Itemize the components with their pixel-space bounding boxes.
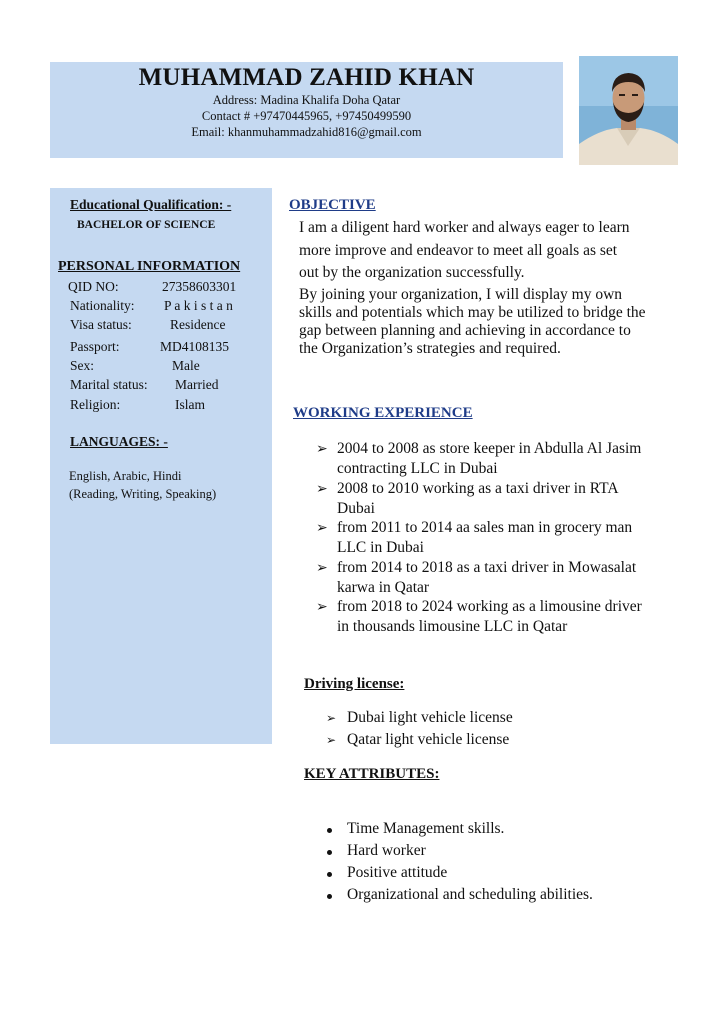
nationality-label: Nationality: [70, 298, 135, 313]
visa-status-value: Residence [170, 317, 226, 332]
nationality-value: P a k i s t a n [164, 298, 233, 313]
experience-item-line: LLC in Dubai [337, 539, 424, 556]
experience-item-line: from 2018 to 2024 working as a limousine driver [337, 598, 642, 615]
candidate-name: MUHAMMAD ZAHID KHAN [138, 64, 475, 91]
objective-para-line: skills and potentials which may be utilized to bridge the [299, 304, 646, 321]
objective-line: out by the organization successfully. [299, 264, 525, 281]
objective-para-line: the Organization’s strategies and required. [299, 340, 561, 357]
experience-item-line: in thousands limousine LLC in Qatar [337, 618, 568, 635]
experience-item-line: karwa in Qatar [337, 579, 430, 596]
objective-para-line: gap between planning and achieving in accordance to [299, 322, 631, 339]
arrow-bullet-icon: ➢ [316, 600, 328, 615]
contact-line: Contact # +97470445965, +97450499590 [201, 109, 412, 123]
sex-label: Sex: [70, 358, 95, 373]
marital-status-value: Married [175, 377, 219, 392]
arrow-bullet-icon: ➢ [316, 482, 328, 497]
dot-bullet-icon [327, 850, 332, 855]
attribute-item: Organizational and scheduling abilities. [347, 886, 593, 903]
languages-list: English, Arabic, Hindi [69, 469, 182, 483]
sidebar-panel [50, 188, 272, 744]
profile-photo [579, 56, 678, 165]
experience-item-line: 2008 to 2010 working as a taxi driver in RTA [337, 480, 619, 497]
experience-item-line: 2004 to 2008 as store keeper in Abdulla Al Jasim [337, 440, 642, 457]
experience-heading: WORKING EXPERIENCE [293, 405, 473, 421]
education-heading: Educational Qualification: - [70, 197, 232, 212]
dot-bullet-icon [327, 828, 332, 833]
experience-item-line: Dubai [337, 500, 375, 517]
languages-skills: (Reading, Writing, Speaking) [69, 487, 217, 501]
attribute-item: Hard worker [347, 842, 426, 859]
experience-item-line: from 2014 to 2018 as a taxi driver in Mowasalat [337, 559, 637, 576]
arrow-bullet-icon: ➢ [316, 521, 328, 536]
experience-item-line: from 2011 to 2014 aa sales man in grocery man [337, 519, 633, 536]
dot-bullet-icon [327, 872, 332, 877]
arrow-bullet-icon: ➢ [326, 733, 337, 747]
dot-bullet-icon [327, 894, 332, 899]
marital-status-label: Marital status: [70, 377, 148, 392]
driving-license-heading: Driving license: [304, 676, 405, 692]
attribute-item: Positive attitude [347, 864, 448, 881]
sex-value: Male [172, 358, 200, 373]
education-value: BACHELOR OF SCIENCE [77, 219, 216, 231]
attribute-item: Time Management skills. [347, 820, 505, 837]
languages-heading: LANGUAGES: - [70, 434, 168, 449]
arrow-bullet-icon: ➢ [316, 442, 328, 457]
passport-value: MD4108135 [160, 339, 230, 354]
license-item: Qatar light vehicle license [347, 731, 510, 748]
qid-value: 27358603301 [162, 279, 237, 294]
header-banner [50, 62, 563, 158]
objective-line: I am a diligent hard worker and always eager to learn [299, 219, 630, 236]
qid-label: QID NO: [68, 279, 119, 294]
address-line: Address: Madina Khalifa Doha Qatar [212, 93, 401, 107]
email-line: Email: khanmuhammadzahid816@gmail.com [191, 125, 422, 139]
personal-info-heading: PERSONAL INFORMATION [58, 259, 241, 274]
objective-line: more improve and endeavor to meet all goals as set [299, 242, 618, 259]
key-attributes-heading: KEY ATTRIBUTES: [304, 766, 440, 782]
religion-value: Islam [175, 397, 205, 412]
objective-para-line: By joining your organization, I will display my own [299, 286, 623, 303]
objective-heading: OBJECTIVE [289, 197, 376, 213]
arrow-bullet-icon: ➢ [326, 711, 337, 725]
arrow-bullet-icon: ➢ [316, 561, 328, 576]
passport-label: Passport: [70, 339, 120, 354]
experience-item-line: contracting LLC in Dubai [337, 460, 498, 477]
visa-status-label: Visa status: [70, 317, 132, 332]
religion-label: Religion: [70, 397, 121, 412]
license-item: Dubai light vehicle license [347, 709, 513, 726]
